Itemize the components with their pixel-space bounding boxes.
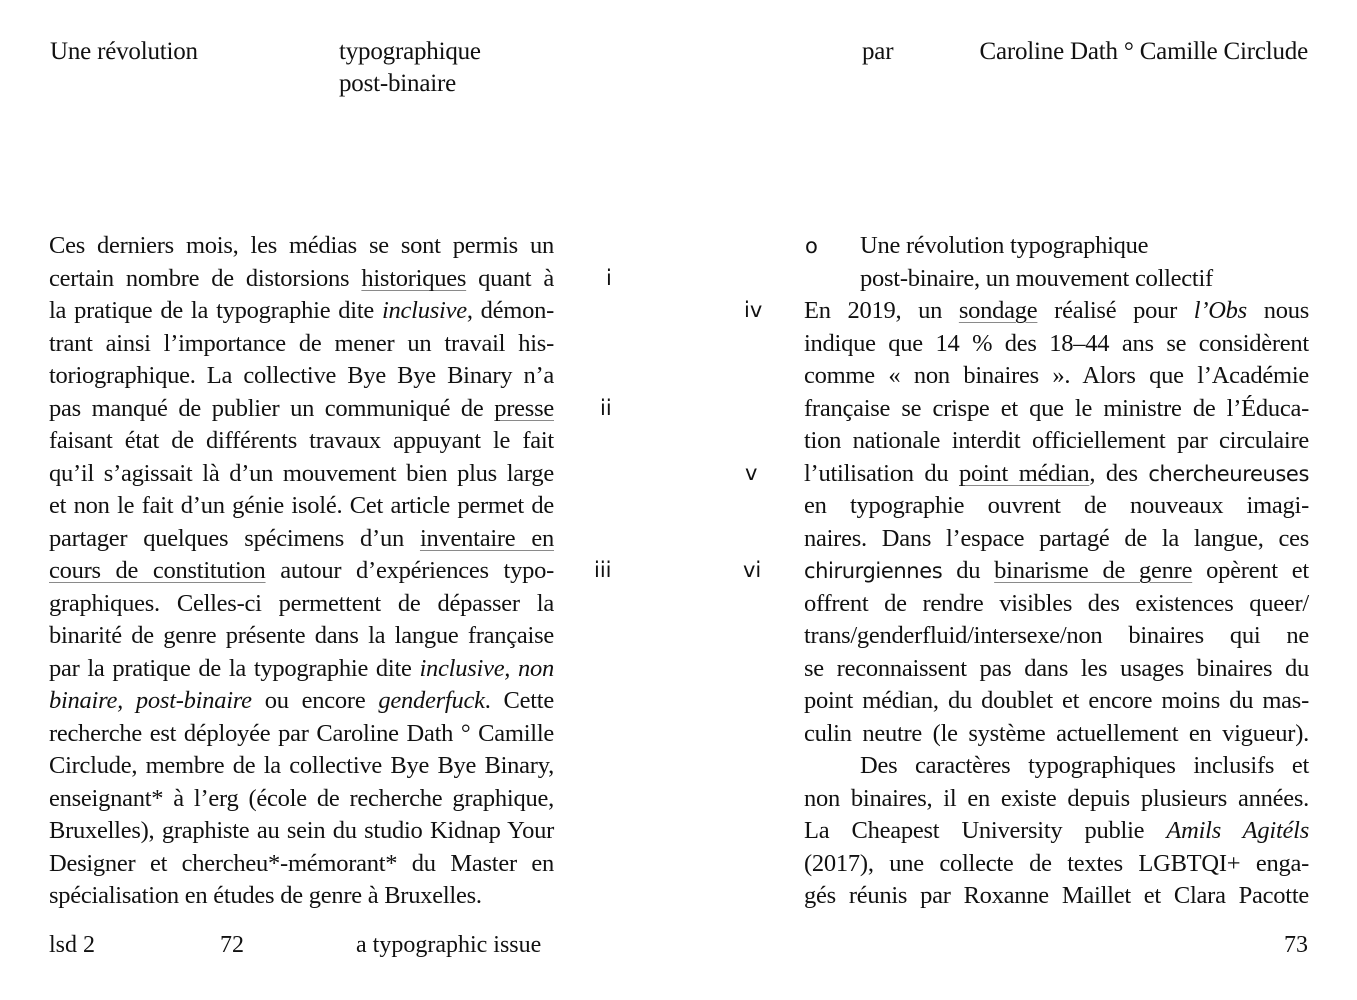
text-line: par la pratique de la typographie dite inclusive, non: [49, 654, 554, 682]
text-line: se reconnaissent pas dans les usages binaires du: [804, 654, 1309, 682]
text-line: En 2019, un sondage réalisé pour l’Obs nous: [804, 297, 1310, 324]
text-line: graphiques. Celles-ci permettent de dépasser la: [49, 589, 554, 617]
margin-note-i[interactable]: i: [606, 266, 612, 290]
text-line: comme « non binaires ». Alors que l’Académie: [804, 362, 1309, 389]
text-line: binaire, post-binaire ou encore genderfuck. Cette: [49, 687, 554, 714]
text-line: point médian, du doublet et encore moins du mas-: [804, 687, 1309, 714]
text-line: qu’il s’agissait là d’un mouvement bien plus large: [49, 459, 554, 487]
text-line: enseignant* à l’erg (école de recherche graphique,: [49, 784, 554, 812]
text-line: trant ainsi l’importance de mener un travail his-: [49, 329, 554, 357]
text-line: Des caractères typographiques inclusifs et: [860, 752, 1309, 779]
text-line: recherche est déployée par Caroline Dath ° Camille: [49, 719, 554, 747]
text-line: chirurgiennes du binarisme de genre opèrent et: [804, 557, 1309, 584]
text-line: Bruxelles), graphiste au sein du studio Kidnap Your: [49, 817, 554, 844]
text-line: toriographique. La collective Bye Bye Binary n’a: [49, 362, 554, 389]
journal-name: lsd 2: [49, 932, 96, 958]
text-line: certain nombre de distorsions historiques quant à: [49, 264, 554, 292]
text-line: tion nationale interdit officiellement par circulaire: [804, 427, 1309, 454]
text-line: culin neutre (le système actuellement en vigueur).: [804, 719, 1309, 747]
left-column-text: [49, 230, 554, 913]
margin-note-vi[interactable]: vi: [743, 558, 762, 582]
section-marker-o: o: [805, 234, 818, 258]
text-line: (2017), une collecte de textes LGBTQI+ enga-: [804, 849, 1309, 877]
section-heading-line2: post-binaire, un mouvement collectif: [860, 264, 1213, 292]
text-line: spécialisation en études de genre à Bruxelles.: [49, 882, 482, 909]
text-line: Ces derniers mois, les médias se sont permis un: [49, 232, 554, 259]
text-line: la pratique de la typographie dite inclusive, démon-: [49, 297, 554, 324]
margin-note-v[interactable]: v: [745, 461, 758, 485]
link-point-median[interactable]: point médian: [958, 459, 1090, 487]
text-line: faisant état de différents travaux appuyant le fait: [49, 427, 554, 454]
link-presse[interactable]: presse: [494, 394, 554, 422]
margin-note-iv[interactable]: iv: [744, 298, 763, 322]
running-title-middle-line2: post-binaire: [339, 70, 457, 97]
margin-note-iii[interactable]: iii: [594, 558, 612, 582]
text-line: partager quelques spécimens d’un inventaire en: [49, 524, 555, 552]
text-line: non binaires, il en existe depuis plusieurs années.: [804, 784, 1309, 812]
text-line: en typographie ouvrent de nouveaux imagi-: [804, 492, 1309, 519]
text-line: La Cheapest University publie Amils Agitéls: [804, 817, 1309, 844]
text-line: gés réunis par Roxanne Maillet et Clara Pacotte: [804, 882, 1309, 909]
text-line: binarité de genre présente dans la langue française: [49, 622, 554, 649]
section-heading-line1: Une révolution typographique: [860, 232, 1149, 259]
text-line: indique que 14 % des 18–44 ans se considèrent: [804, 329, 1309, 357]
page-number-left: 72: [220, 932, 244, 958]
link-inventaire[interactable]: inventaire en: [419, 524, 555, 552]
text-line: cours de constitution autour d’expériences typo-: [49, 557, 554, 584]
link-historiques[interactable]: historiques: [361, 264, 467, 292]
text-line: Circlude, membre de la collective Bye Bye Binary,: [49, 752, 554, 779]
text-line: l’utilisation du point médian, des chercheureuses: [804, 459, 1309, 487]
issue-title: a typographic issue: [356, 932, 542, 958]
page-number-right: 73: [1284, 932, 1308, 958]
running-title-left: Une révolution: [50, 38, 198, 65]
text-line: naires. Dans l’espace partagé de la langue, ces: [804, 524, 1309, 552]
text-line: française se crispe et que le ministre de l’Éduca-: [804, 394, 1309, 422]
link-inventaire-cont[interactable]: cours de constitution: [49, 557, 266, 584]
text-line: pas manqué de publier un communiqué de presse: [49, 394, 554, 422]
text-line: et non le fait d’un génie isolé. Cet article permet de: [49, 492, 554, 519]
link-binarisme-de-genre[interactable]: binarisme de genre: [994, 557, 1193, 584]
text-line: Designer et chercheu*-mémorant* du Master en: [49, 849, 554, 877]
right-column-text: [804, 230, 1309, 913]
byline-authors: Caroline Dath ° Camille Circlude: [979, 38, 1308, 65]
text-line: trans/genderfluid/intersexe/non binaires qui ne: [804, 622, 1309, 649]
running-title-middle-line1: typographique: [339, 38, 481, 65]
text-line: offrent de rendre visibles des existences queer/: [804, 589, 1309, 617]
byline-label: par: [862, 38, 894, 65]
margin-note-ii[interactable]: ii: [600, 396, 612, 420]
link-sondage[interactable]: sondage: [958, 297, 1038, 324]
